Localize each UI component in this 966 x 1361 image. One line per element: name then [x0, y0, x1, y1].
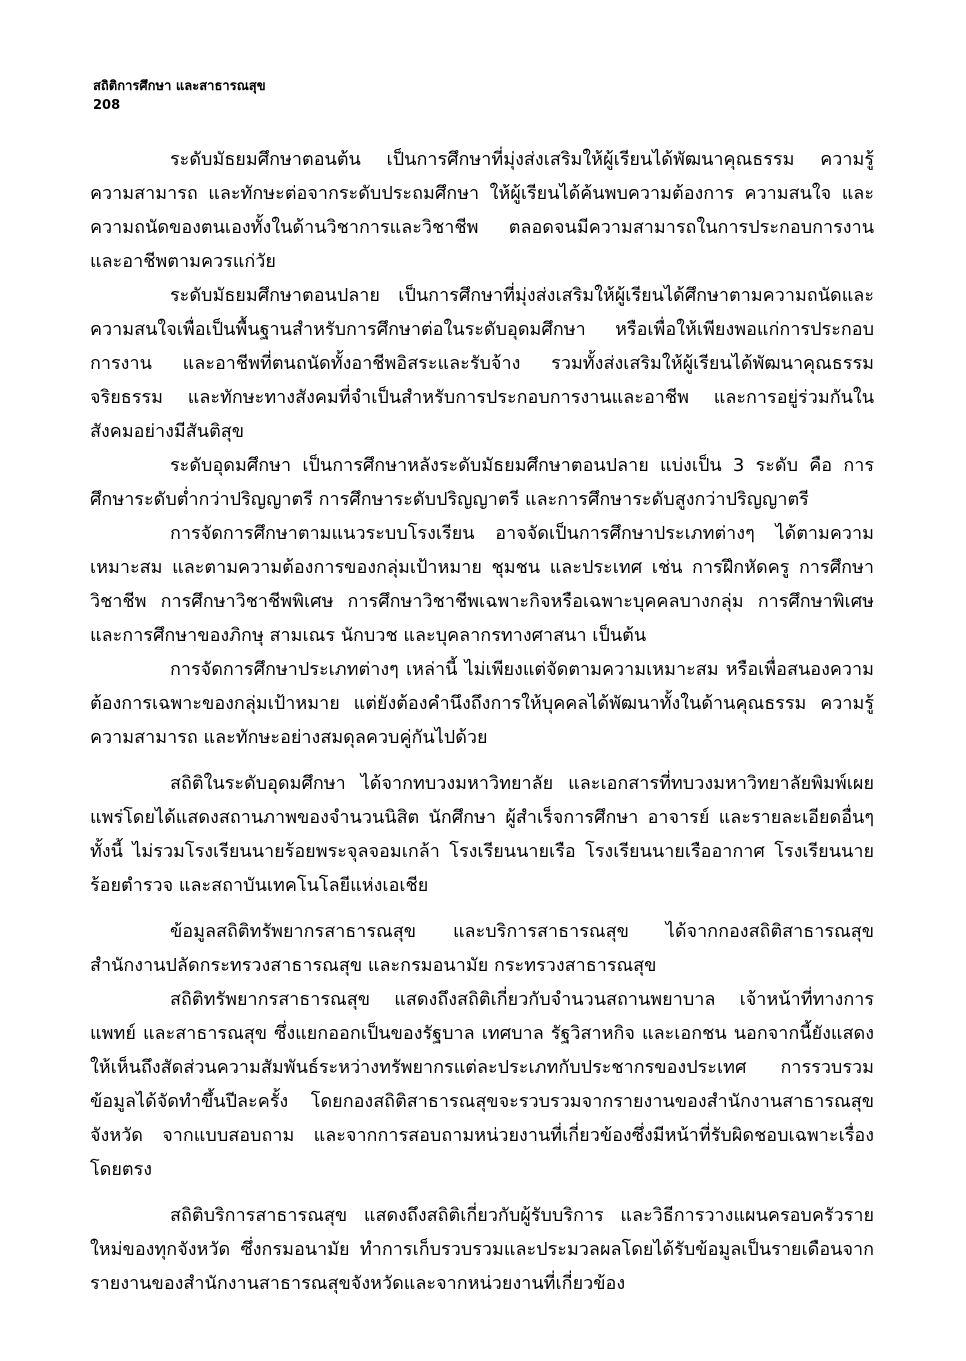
paragraph-education-types: การจัดการศึกษาประเภทต่างๆ เหล่านี้ ไม่เพียงแต่จัดตามความเหมาะสม หรือเพื่อสนองความต้องการเฉพาะของกลุ่มเป้าหมาย แต่ยังต้องคำนึงถึงการให้บุคคลได้พัฒนาทั้งในด้านคุณธรรม ความรู้ความสามารถ และทักษะอย่างสมดุลควบคู่กันไปด้วย: [90, 659, 874, 748]
running-head: [93, 77, 266, 115]
paragraph-lower-secondary: ระดับมัธยมศึกษาตอนต้น เป็นการศึกษาที่มุ่งส่งเสริมให้ผู้เรียนได้พัฒนาคุณธรรม ความรู้ ความสามารถ และทักษะต่อจากระดับประถมศึกษา ให้ผู้เรียนได้ค้นพบความต้องการ ความสนใจ และความถนัดของตนเองทั้งในด้านวิชาการและวิชาชีพ ตลอดจนมีความสามารถในการประกอบการงาน และอาชีพตามควรแก่วัย: [90, 149, 874, 272]
body-text: [90, 143, 874, 1301]
page-number: 208: [93, 98, 121, 113]
paragraph-higher-education: ระดับอุดมศึกษา เป็นการศึกษาหลังระดับมัธยมศึกษาตอนปลาย แบ่งเป็น 3 ระดับ คือ การศึกษาระดับต่ำกว่าปริญญาตรี การศึกษาระดับปริญญาตรี และการศึกษาระดับสูงกว่าปริญญาตรี: [90, 455, 874, 510]
paragraph-health-resources: สถิติทรัพยากรสาธารณสุข แสดงถึงสถิติเกี่ยวกับจำนวนสถานพยาบาล เจ้าหน้าที่ทางการแพทย์ และสาธารณสุข ซึ่งแยกออกเป็นของรัฐบาล เทศบาล รัฐวิสาหกิจ และเอกชน นอกจากนี้ยังแสดงให้เห็นถึงสัดส่วนความสัมพันธ์ระหว่างทรัพยากรแต่ละประเภทกับประชากรของประเทศ การรวบรวมข้อมูลได้จัดทำขึ้นปีละครั้ง โดยกองสถิติสาธารณสุขจะรวบรวมจากรายงานของสำนักงานสาธารณสุขจังหวัด จากแบบสอบถาม และจากการสอบถามหน่วยงานที่เกี่ยวข้องซึ่งมีหน้าที่รับผิดชอบเฉพาะเรื่องโดยตรง: [90, 989, 874, 1180]
running-head-title: สถิติการศึกษา และสาธารณสุข: [93, 79, 266, 94]
paragraph-public-health-data: ข้อมูลสถิติทรัพยากรสาธารณสุข และบริการสาธารณสุข ได้จากกองสถิติสาธารณสุข สำนักงานปลัดกระทรวงสาธารณสุข และกรมอนามัย กระทรวงสาธารณสุข: [90, 921, 874, 976]
paragraph-higher-education-statistics: สถิติในระดับอุดมศึกษา ได้จากทบวงมหาวิทยาลัย และเอกสารที่ทบวงมหาวิทยาลัยพิมพ์เผยแพร่โดยได้แสดงสถานภาพของจำนวนนิสิต นักศึกษา ผู้สำเร็จการศึกษา อาจารย์ และรายละเอียดอื่นๆ ทั้งนี้ ไม่รวมโรงเรียนนายร้อยพระจุลจอมเกล้า โรงเรียนนายเรือ โรงเรียนนายเรืออากาศ โรงเรียนนายร้อยตำรวจ และสถาบันเทคโนโลยีแห่งเอเชีย: [90, 773, 874, 896]
paragraph-upper-secondary: ระดับมัธยมศึกษาตอนปลาย เป็นการศึกษาที่มุ่งส่งเสริมให้ผู้เรียนได้ศึกษาตามความถนัดและความสนใจเพื่อเป็นพื้นฐานสำหรับการศึกษาต่อในระดับอุดมศึกษา หรือเพื่อให้เพียงพอแก่การประกอบการงาน และอาชีพที่ตนถนัดทั้งอาชีพอิสระและรับจ้าง รวมทั้งส่งเสริมให้ผู้เรียนได้พัฒนาคุณธรรม จริยธรรม และทักษะทางสังคมที่จำเป็นสำหรับการประกอบการงานและอาชีพ และการอยู่ร่วมกันในสังคมอย่างมีสันติสุข: [90, 285, 874, 442]
paragraph-health-services: สถิติบริการสาธารณสุข แสดงถึงสถิติเกี่ยวกับผู้รับบริการ และวิธีการวางแผนครอบครัวรายใหม่ของทุกจังหวัด ซึ่งกรมอนามัย ทำการเก็บรวบรวมและประมวลผลโดยได้รับข้อมูลเป็นรายเดือนจากรายงานของสำนักงานสาธารณสุขจังหวัดและจากหน่วยงานที่เกี่ยวข้อง: [90, 1205, 874, 1294]
paragraph-school-system: การจัดการศึกษาตามแนวระบบโรงเรียน อาจจัดเป็นการศึกษาประเภทต่างๆ ได้ตามความเหมาะสม และตามความต้องการของกลุ่มเป้าหมาย ชุมชน และประเทศ เช่น การฝึกหัดครู การศึกษาวิชาชีพ การศึกษาวิชาชีพพิเศษ การศึกษาวิชาชีพเฉพาะกิจหรือเฉพาะบุคคลบางกลุ่ม การศึกษาพิเศษ และการศึกษาของภิกษุ สามเณร นักบวช และบุคลากรทางศาสนา เป็นต้น: [90, 523, 874, 646]
